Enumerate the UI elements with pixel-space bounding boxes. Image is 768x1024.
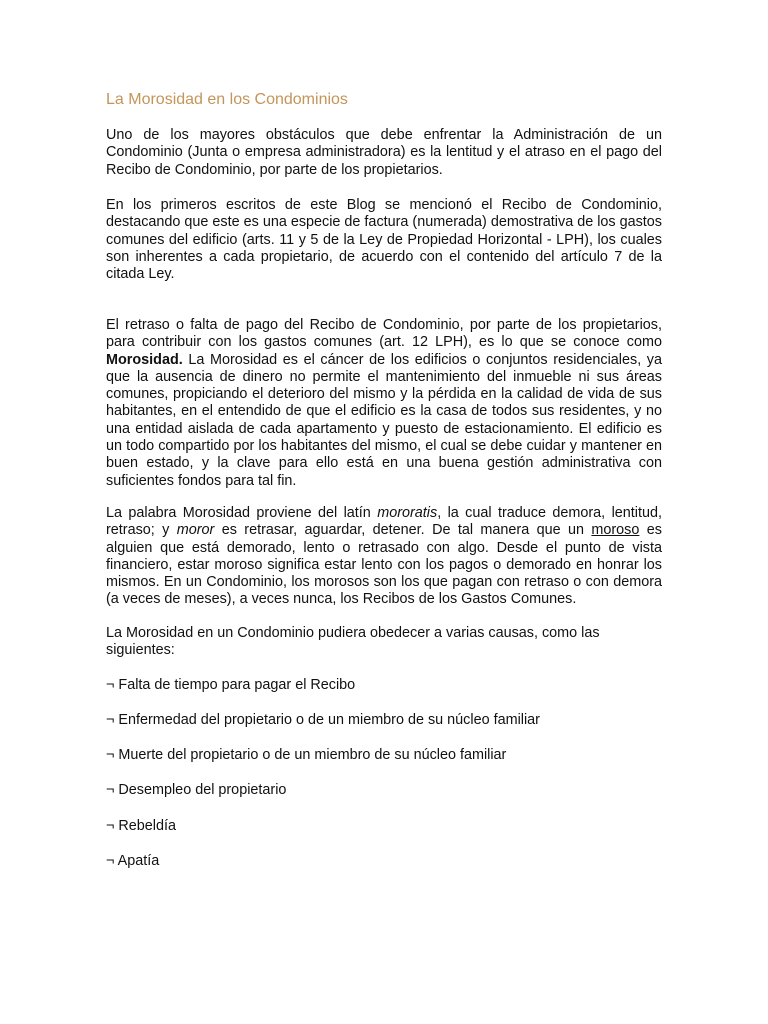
paragraph-recibo: En los primeros escritos de este Blog se mencionó el Recibo de Condominio, destacando que este es una especie de factura (numerada) demostrativa de los gastos comunes del edificio (arts. 11 y 5 de la Ley de Propiedad Horizontal - LPH), los cuales son inherentes a cada propietario, de acuerdo con el contenido del artículo 7 de la citada Ley.	[106, 197, 662, 283]
moroso-underlined-term: moroso	[591, 522, 640, 539]
paragraph-morosidad-definition	[106, 317, 662, 490]
moror-italic-term: moror	[176, 522, 215, 539]
p4-text-2: , la cual traduce demora, lentitud, retraso; y	[106, 505, 662, 539]
p4-text-3: es retrasar, aguardar, detener. De tal manera que un	[214, 522, 592, 539]
paragraph-causes-intro: La Morosidad en un Condominio pudiera obedecer a varias causas, como las siguientes:	[106, 625, 600, 659]
p3-text-before: El retraso o falta de pago del Recibo de Condominio, por parte de los propietarios, para contribuir con los gastos comunes (art. 12 LPH), es lo que se conoce como	[106, 317, 662, 351]
cause-list-item: ¬ Rebeldía	[106, 818, 177, 834]
paragraph-intro: Uno de los mayores obstáculos que debe enfrentar la Administración de un Condominio (Junta o empresa administradora) es la lentitud y el atraso en el pago del Recibo de Condominio, por parte de los propietarios.	[106, 127, 662, 178]
mororatis-italic-term: mororatis	[377, 505, 438, 521]
paragraph-etymology	[106, 505, 662, 609]
cause-list-item: ¬ Enfermedad del propietario o de un miembro de su núcleo familiar	[106, 712, 540, 728]
document-title: La Morosidad en los Condominios	[106, 91, 348, 108]
cause-list-item: ¬ Apatía	[106, 853, 160, 869]
p4-text-1: La palabra Morosidad proviene del latín	[106, 505, 378, 521]
cause-list-item: ¬ Falta de tiempo para pagar el Recibo	[106, 677, 356, 693]
cause-list-item: ¬ Desempleo del propietario	[106, 782, 287, 798]
p4-text-4: es alguien que está demorado, lento o retrasado con algo. Desde el punto de vista financiero, estar moroso significa estar lento con los pagos o demorado en honrar los mismos. En un Condominio, los morosos son los que pagan con retraso o con demora (a veces de meses), a veces nunca, los Recibos de los Gastos Comunes.	[106, 522, 662, 608]
cause-list-item: ¬ Muerte del propietario o de un miembro de su núcleo familiar	[106, 747, 507, 763]
p3-text-after: La Morosidad es el cáncer de los edificios o conjuntos residenciales, ya que la ausencia de dinero no permite el mantenimiento del inmueble ni sus áreas comunes, propiciando el deterioro del mismo y la pérdida en la calidad de vida de sus habitantes, en el entendido de que el edificio es la casa de todos sus residentes, y no una entidad aislada de cada apartamento y puesto de estacionamiento. El edificio es un todo compartido por los habitantes del mismo, el cual se debe cuidar y mantener en buen estado, y la clave para ello está en una buena gestión administrativa con suficientes fondos para tal fin.	[106, 351, 662, 489]
morosidad-bold-term: Morosidad.	[106, 351, 183, 368]
